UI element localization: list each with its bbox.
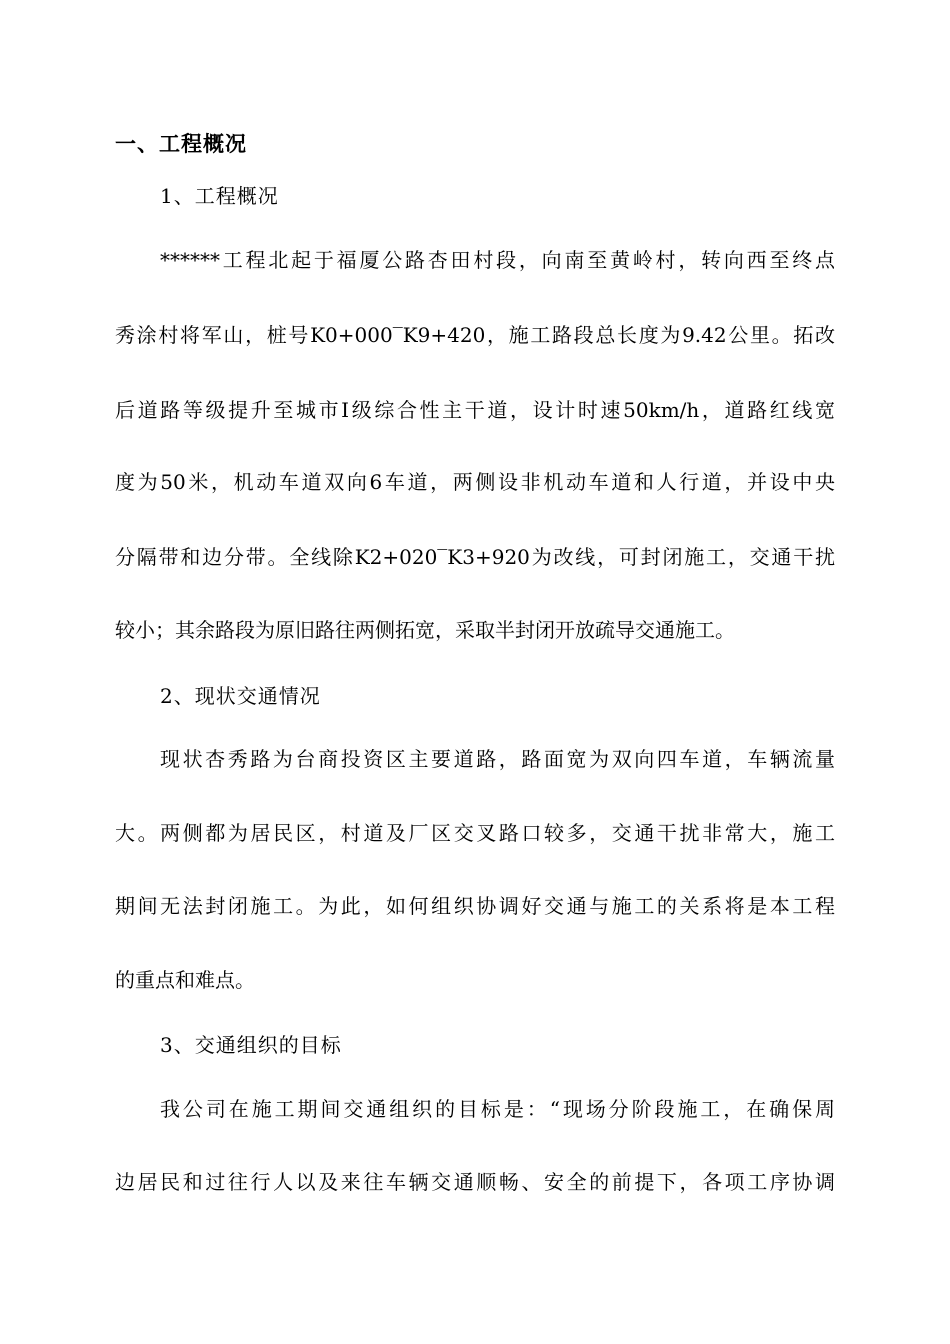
paragraph-line: 分隔带和边分带。全线除K2+020‾K3+920为改线，可封闭施工，交通干扰 bbox=[115, 545, 835, 569]
paragraph-line: 大。两侧都为居民区，村道及厂区交叉路口较多，交通干扰非常大，施工 bbox=[115, 821, 835, 845]
paragraph-line: 后道路等级提升至城市Ⅰ级综合性主干道，设计时速50km/h，道路红线宽 bbox=[115, 398, 835, 422]
subsection-heading-3: 3、交通组织的目标 bbox=[160, 1033, 342, 1057]
paragraph-line: 的重点和难点。 bbox=[115, 968, 255, 992]
paragraph-line: 秀涂村将军山，桩号K0+000‾K9+420，施工路段总长度为9.42公里。拓改 bbox=[115, 323, 835, 347]
subsection-heading-1: 1、工程概况 bbox=[160, 184, 279, 208]
subsection-heading-2: 2、现状交通情况 bbox=[160, 684, 321, 708]
paragraph-line: 现状杏秀路为台商投资区主要道路，路面宽为双向四车道，车辆流量 bbox=[160, 747, 835, 771]
paragraph-line: 边居民和过往行人以及来往车辆交通顺畅、安全的前提下，各项工序协调 bbox=[115, 1170, 835, 1194]
paragraph-line: 较小；其余路段为原旧路往两侧拓宽，采取半封闭开放疏导交通施工。 bbox=[115, 618, 735, 642]
section-heading: 一、工程概况 bbox=[115, 131, 247, 156]
paragraph-line: 我公司在施工期间交通组织的目标是：“现场分阶段施工，在确保周 bbox=[160, 1097, 835, 1121]
paragraph-line: 度为50米，机动车道双向6车道，两侧设非机动车道和人行道，并设中央 bbox=[115, 470, 835, 494]
paragraph-line: 期间无法封闭施工。为此，如何组织协调好交通与施工的关系将是本工程 bbox=[115, 894, 835, 918]
paragraph-line: ******工程北起于福厦公路杏田村段，向南至黄岭村，转向西至终点 bbox=[160, 248, 835, 272]
